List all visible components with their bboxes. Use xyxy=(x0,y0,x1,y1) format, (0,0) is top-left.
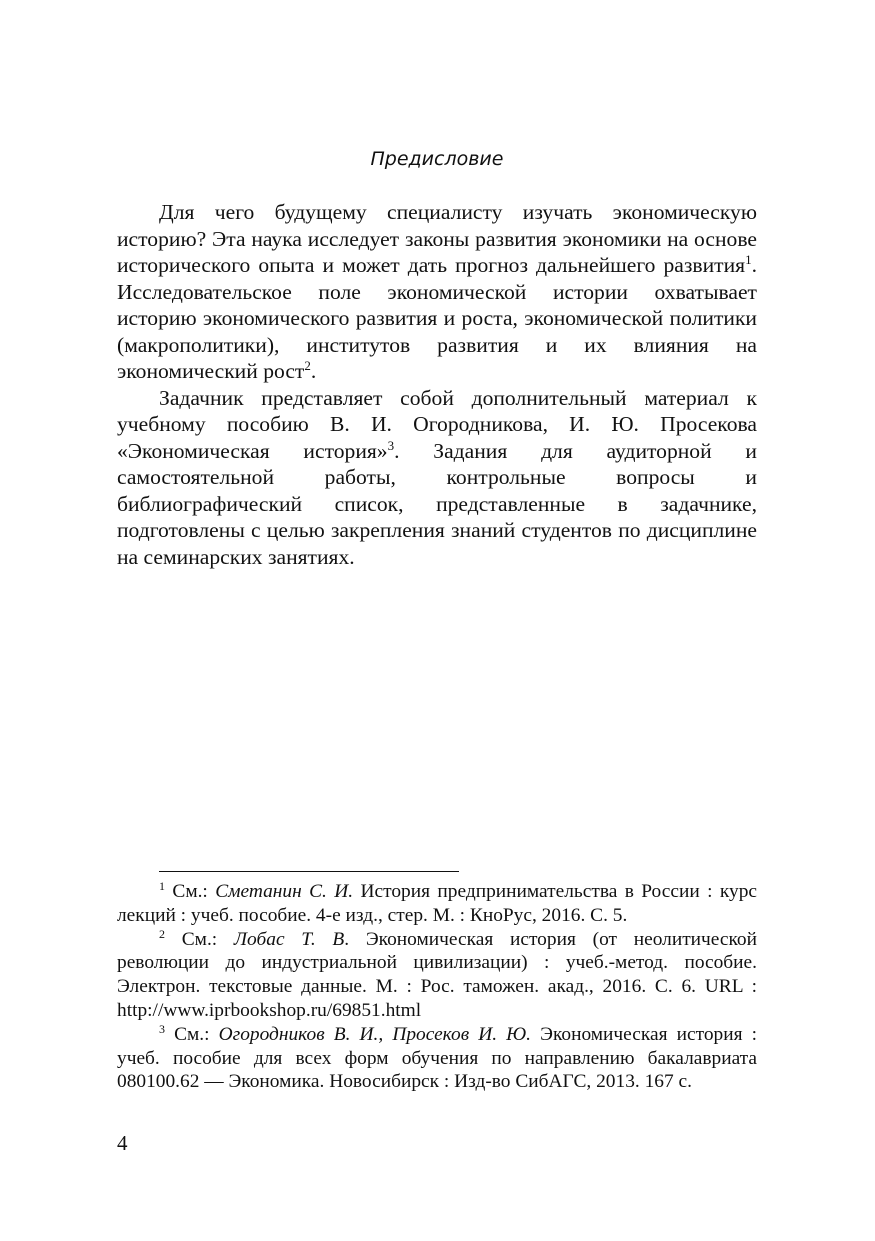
page-number: 4 xyxy=(117,1131,128,1155)
footnote-prefix: См.: xyxy=(165,1023,219,1045)
footnote-ref-2: 2 xyxy=(304,358,311,373)
footnote-prefix: См.: xyxy=(165,881,216,902)
footnote-separator xyxy=(159,871,459,872)
paragraph-2-part-2: . Задания для аудиторной и самостоятельной работы, контрольные вопросы и библиографический список, представленные в задачнике, подготовлены с целью закрепления знаний студентов по дисциплине на семинарских занятиях. xyxy=(117,438,757,569)
paragraph-1-part-1: Для чего будущему специалисту изучать экономическую историю? Эта наука исследует законы развития экономики на основе исторического опыта и может дать прогноз дальнейшего развития xyxy=(117,200,757,277)
paragraph-2 xyxy=(117,385,757,571)
footnote-2 xyxy=(117,928,757,1023)
paragraph-2-part-1: Задачник представляет собой дополнительный материал к учебному пособию В. И. Огородникова, И. Ю. Просекова «Экономическая история» xyxy=(117,385,757,463)
paragraph-1-part-2: . Исследовательское поле экономической истории охватывает историю экономического развития и роста, экономической политики (макрополитики), институтов развития и их влияния на экономический рост xyxy=(117,253,757,383)
page-title: Предисловие xyxy=(370,148,504,170)
footnote-author: Сметанин С. И. xyxy=(215,881,354,902)
footnote-text: Экономическая история : учеб. пособие для всех форм обучения по направлению бакалавриата 080100.62 — Экономика. Новосибирск : Изд-во СибАГС, 2013. 167 с. xyxy=(117,1023,758,1093)
footnote-1 xyxy=(117,880,757,928)
footnote-prefix: См.: xyxy=(165,928,234,950)
footnote-number: 1 xyxy=(159,879,165,893)
footnote-number: 2 xyxy=(159,926,165,941)
footnote-3 xyxy=(117,1023,757,1094)
footnote-author: Огородников В. И., Просеков И. Ю. xyxy=(218,1023,532,1045)
footnote-ref-1: 1 xyxy=(745,252,752,267)
footnote-ref-3: 3 xyxy=(387,437,395,453)
paragraph-1-part-3: . xyxy=(310,359,317,383)
paragraph-1 xyxy=(117,199,757,385)
footnotes xyxy=(117,880,757,1094)
footnote-author: Лобас Т. В xyxy=(233,928,345,950)
footnote-number: 3 xyxy=(159,1021,165,1036)
main-text xyxy=(117,199,757,570)
footnote-text: История предпринимательства в России : курс лекций : учеб. пособие. 4-е изд., стер. М. : КноРус, 2016. С. 5. xyxy=(117,881,758,926)
footnote-text: . Экономическая история (от неолитической революции до индустриальной цивилизации) : учеб.-метод. пособие. Электрон. текстовые данные. М. : Рос. таможен. акад., 2016. С. 6. URL : http://www.iprbookshop.ru/69851.html xyxy=(117,928,757,1021)
